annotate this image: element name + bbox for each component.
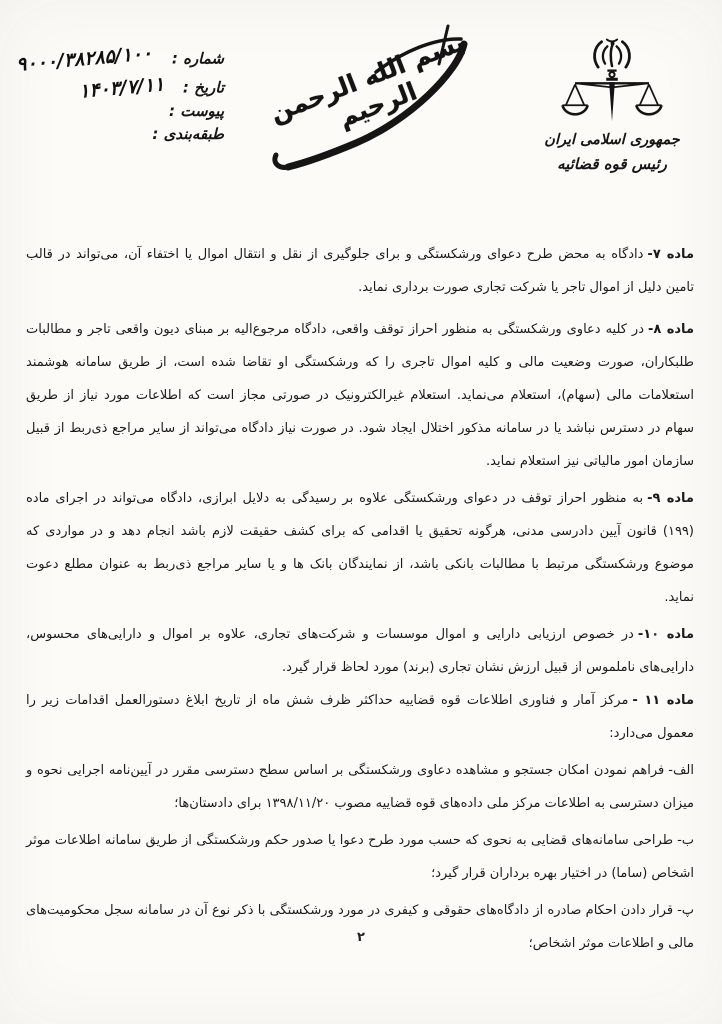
clause-be-label: ب- [677, 833, 694, 848]
article-7-text: دادگاه به محض طرح دعوای ورشکستگی و برای جلوگیری از نقل و انتقال اموال یا اختفاء آن، می‌تواند در قالب تامین دلیل از اموال تاجر یا شرکت تجاری صورت برداری نماید. [26, 247, 694, 295]
field-number-label: شماره : [171, 49, 224, 68]
article-10-label: ماده ۱۰- [637, 627, 694, 642]
article-7-label: ماده ۷- [647, 247, 694, 262]
field-date-value: ۱۴۰۳/۷/۱۱ [77, 73, 165, 103]
field-number-value: ۹۰۰۰/۳۸۲۸۵/۱۰۰ [15, 42, 154, 76]
article-7-paragraph [26, 238, 694, 304]
org-name-line1: جمهوری اسلامی ایران [544, 132, 680, 148]
bismillah-text: بسم الله الرحمن الرحیم [265, 27, 469, 133]
field-attachment [6, 101, 224, 120]
judiciary-header [516, 36, 708, 173]
org-name-line2: رئیس قوه قضائیه [557, 155, 667, 173]
letterhead-reference-fields [6, 42, 224, 143]
article-9-paragraph [26, 482, 694, 614]
article-9-label: ماده ۹- [647, 491, 694, 506]
article-11-label: ماده ۱۱ - [632, 693, 694, 708]
clause-alef-label: الف- [668, 763, 694, 778]
article-11-text: مرکز آمار و فناوری اطلاعات قوه قضاییه حداکثر ظرف شش ماه از تاریخ ابلاغ دستورالعمل اقدامات زیر را معمول می‌دارد: [26, 693, 694, 741]
clause-alef-text: فراهم نمودن امکان جستجو و مشاهده دعاوی ورشکستگی بر اساس سطح دسترسی مقرر در آیین‌نامه اجرایی نحوه و میزان دسترسی به اطلاعات مرکز ملی داده‌های قوه قضاییه مصوب ۱۳۹۸/۱۱/۲۰ برای دادستان‌ها؛ [26, 763, 694, 811]
article-8-text: در کلیه دعاوی ورشکستگی به منظور احراز توقف واقعی، دادگاه مرجوع‌الیه بر مبنای دیون واقعی تاجر و مطالبات طلبکاران، صورت وضعیت مالی و کلیه اموال تاجری را که ورشکستگی او تقاضا شده است، از طریق سامانه هوشمند استعلامات مالی (سهام)، استعلام می‌نماید. استعلام غیرالکترونیک در صورتی مجاز است که اطلاعات مورد نیاز از طریق سهام در دسترس نباشد یا در سامانه مذکور اختلال ایجاد شود. در صورت نیاز دادگاه می‌تواند از سایر مراجع ذی‌ربط از قبیل سازمان امور مالیاتی نیز استعلام نماید. [26, 322, 694, 469]
page-number: ۲ [357, 930, 365, 945]
clause-be-text: طراحی سامانه‌های قضایی به نحوی که حسب مورد طرح دعوا یا صدور حکم ورشکستگی از طریق سامانه اطلاعات موثر اشخاص (ساما) در اختیار بهره برداران قرار گیرد؛ [26, 833, 694, 881]
clause-be-paragraph [26, 824, 694, 890]
clause-pe-paragraph [26, 894, 694, 960]
article-10-text: در خصوص ارزیابی دارایی و اموال موسسات و شرکت‌های تجاری، علاوه بر اموال و دارایی‌های محسوس، دارایی‌های ناملموس از قبیل ارزش نشان تجاری (برند) مورد لحاظ قرار گیرد. [26, 627, 694, 675]
clause-alef-paragraph [26, 754, 694, 820]
letter-body [26, 238, 694, 964]
field-attachment-label: پیوست : [169, 102, 224, 120]
field-date-label: تاریخ : [182, 78, 224, 97]
field-number [6, 42, 224, 76]
iran-judiciary-scales-emblem-icon [553, 36, 671, 126]
article-8-label: ماده ۸- [648, 322, 694, 337]
clause-pe-label: پ- [677, 903, 694, 918]
field-date [6, 73, 224, 103]
article-10-paragraph [26, 618, 694, 684]
article-11-paragraph [26, 684, 694, 750]
article-9-text: به منظور احراز توقف در دعوای ورشکستگی علاوه بر رسیدگی به دلایل ابرازی، دادگاه می‌تواند در اجرای ماده (۱۹۹) قانون آیین دادرسی مدنی، هرگونه تحقیق یا اقدامی که برای کشف حقیقت لازم باشد انجام دهد و در مواردی که موضوع ورشکستگی مرتبط با مطالبات بانکی باشد، از نمایندگان بانک ها و یا سایر مراجع ذی‌ربط به عنوان مطلع دعوت نماید. [26, 491, 694, 605]
field-classification-label: طبقه‌بندی : [152, 125, 224, 143]
bismillah-calligraphy [258, 14, 498, 182]
field-classification [6, 124, 224, 143]
article-8-paragraph [26, 313, 694, 478]
clause-pe-text: قرار دادن احکام صادره از دادگاه‌های حقوقی و کیفری در مورد ورشکستگی با ذکر نوع آن در سامانه سجل محکومیت‌های مالی و اطلاعات موثر اشخاص؛ [26, 903, 694, 951]
